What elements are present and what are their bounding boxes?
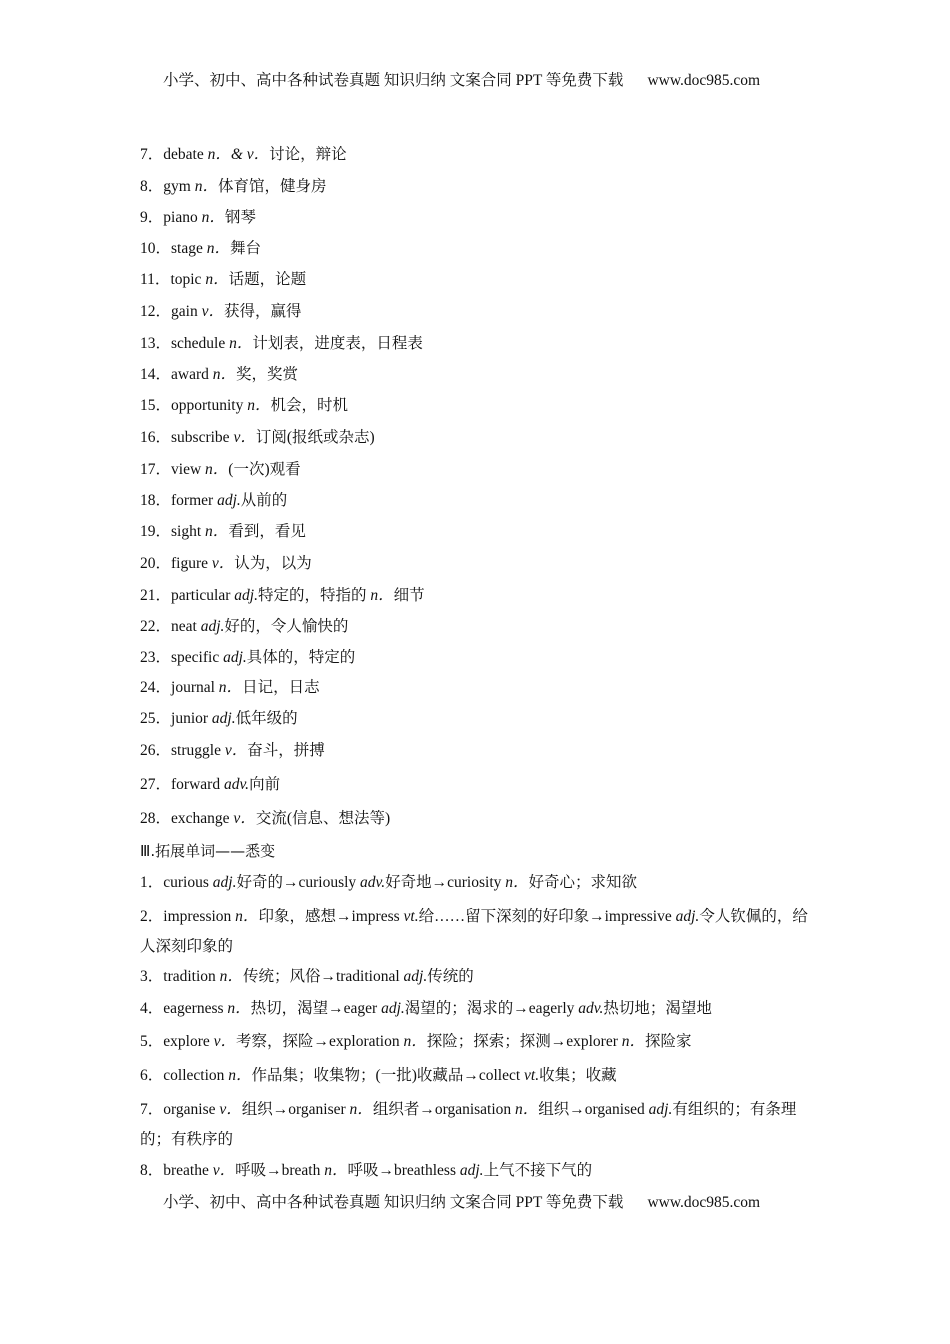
item-part-of-speech: v． [201,303,224,320]
segment-text: 组织者→organisation [372,1101,516,1118]
vocab-item [140,396,348,416]
footer-site: www.doc985.com [647,1194,761,1211]
extended-word-item [140,994,820,1024]
item-part-of-speech: n．& v． [207,146,270,163]
segment-text: 令人钦佩的，给人深刻印象的 [140,908,808,955]
item-part-of-speech: n． [229,335,253,352]
item-word: stage [171,240,203,257]
item-part-of-speech: adj. [223,649,247,666]
vocab-item [140,208,256,228]
vocab-item [140,775,280,795]
item-number: 13． [140,335,172,352]
item-part-of-speech: n． [194,178,218,195]
vocab-item [140,648,355,668]
item-part-of-speech: v． [211,555,235,572]
item-number: 7． [140,1101,164,1118]
item-word: junior [171,710,209,727]
item-part-of-speech: adv. [223,776,250,793]
item-meaning: 特定的，特指的 [257,587,371,604]
segment-part-of-speech: n． [228,1067,252,1084]
item-word: neat [171,618,197,635]
extended-word-item [140,1095,820,1155]
segment-text: breathe [163,1162,213,1179]
item-word: award [171,366,209,383]
segment-text: 组织→organised [538,1101,649,1118]
segment-part-of-speech: adj. [648,1101,673,1118]
segment-part-of-speech: vt. [403,908,419,925]
segment-part-of-speech: adv. [360,874,386,891]
item-word: schedule [171,335,226,352]
page-header [163,68,803,90]
segment-text: 印象，感想→impress [258,908,404,925]
item-number: 16． [140,429,172,446]
segment-text: 呼吸→breathless [347,1162,460,1179]
extended-word-item [140,1156,820,1186]
vocab-item [140,586,425,606]
segment-text: 传统的 [427,968,474,985]
segment-part-of-speech: n． [235,908,259,925]
segment-part-of-speech: n． [621,1033,646,1050]
item-word: topic [170,271,202,288]
segment-part-of-speech: v． [219,1101,242,1118]
item-part-of-speech: adj. [217,492,241,509]
item-part-of-speech: n． [247,397,271,414]
item-word: piano [163,209,198,226]
item-meaning: 计划表，进度表，日程表 [252,335,423,352]
segment-text: eagerness [163,1000,228,1017]
item-meaning: 认为，以为 [234,555,312,572]
item-number: 4． [140,1000,164,1017]
item-meaning: 获得，赢得 [223,303,302,320]
vocab-item [140,460,301,480]
vocab-item [140,678,320,698]
segment-part-of-speech: n． [227,1000,251,1017]
item-number: 28． [140,810,172,827]
section-title: Ⅲ.拓展单词——悉变 [140,842,276,860]
extended-word-item [140,902,820,962]
item-number: 9． [140,209,164,226]
item-meaning: 奋斗，拼搏 [247,742,325,759]
vocab-item [140,239,261,259]
segment-text: 好奇的→curiously [236,874,361,891]
segment-text: 呼吸→breath [235,1162,325,1179]
item-number: 26． [140,742,172,759]
item-meaning: 具体的，特定的 [246,649,356,666]
item-meaning: 舞台 [230,240,262,257]
page-footer [163,1190,803,1212]
item-meaning: (一次)观看 [228,461,301,478]
segment-part-of-speech: adj. [403,968,428,985]
segment-part-of-speech: adj. [212,874,237,891]
extended-word-item [140,962,820,992]
item-part-of-speech: n． [201,209,225,226]
item-part-of-speech: adj. [200,618,225,635]
item-number: 20． [140,555,172,572]
segment-text: collection [163,1067,229,1084]
item-word: particular [171,587,231,604]
segment-part-of-speech: adj. [459,1162,484,1179]
header-text: 小学、初中、高中各种试卷真题 知识归纳 文案合同 PPT 等免费下载 [163,72,624,89]
vocab-item [140,302,301,322]
item-word: sight [171,523,202,540]
segment-text: 渴望的；渴求的→eagerly [404,1000,579,1017]
item-meaning: 订阅(报纸或杂志) [255,429,375,446]
segment-text: 上气不接下气的 [483,1162,593,1179]
item-number: 27． [140,776,172,793]
item-number: 15． [140,397,172,414]
extended-word-item [140,868,820,898]
segment-text: 好奇地→curiosity [385,874,506,891]
vocab-item [140,809,390,829]
segment-text: 探险家 [645,1033,692,1050]
item-word: struggle [171,742,221,759]
vocab-item [140,334,423,354]
item-number: 21． [140,587,172,604]
segment-text: impression [163,908,236,925]
item-number: 24． [140,679,172,696]
item-number: 2． [140,908,164,925]
vocab-item [140,428,375,448]
segment-text: explore [163,1033,214,1050]
item-part-of-speech: n． [205,271,229,288]
segment-text: organise [163,1101,220,1118]
segment-part-of-speech: adj. [675,908,700,925]
footer-text: 小学、初中、高中各种试卷真题 知识归纳 文案合同 PPT 等免费下载 [163,1194,624,1211]
segment-text: curious [163,874,213,891]
item-word: debate [163,146,204,163]
item-part-of-speech: v． [233,429,256,446]
item-word: gym [163,178,191,195]
item-number: 18． [140,492,172,509]
item-meaning: 话题，论题 [228,271,307,288]
item-part-of-speech: adj. [211,710,236,727]
item-number: 8． [140,1162,164,1179]
item-number: 22． [140,618,172,635]
item-part-of-speech: n． [212,366,237,383]
segment-part-of-speech: n． [349,1101,373,1118]
item-meaning: 讨论，辩论 [269,146,347,163]
item-meaning: 钢琴 [224,209,256,226]
vocab-item [140,617,348,637]
item-number: 11． [140,271,171,288]
item-meaning: 体育馆，健身房 [217,178,327,195]
segment-text: 热切地；渴望地 [603,1000,712,1017]
item-word: gain [171,303,198,320]
vocab-item [140,365,298,385]
item-part-of-speech: n． [205,523,229,540]
item-word: opportunity [171,397,244,414]
segment-part-of-speech: n． [505,874,529,891]
vocab-item [140,709,298,729]
item-part-of-speech-2: n． [370,587,394,604]
segment-text: 给……留下深刻的好印象→impressive [418,908,676,925]
item-number: 12． [140,303,172,320]
segment-part-of-speech: v． [212,1162,236,1179]
item-number: 8． [140,178,164,195]
item-number: 23． [140,649,172,666]
item-word: former [171,492,214,509]
item-meaning: 机会，时机 [270,397,349,414]
item-meaning: 好的，令人愉快的 [224,618,349,635]
item-part-of-speech: v． [233,810,256,827]
extended-word-item [140,1027,820,1057]
item-part-of-speech: n． [218,679,243,696]
segment-part-of-speech: n． [324,1162,348,1179]
item-number: 1． [140,874,164,891]
segment-part-of-speech: adj. [381,1000,405,1017]
segment-text: 有组织的；有条理的；有秩序的 [140,1101,797,1148]
segment-text: 传统；风俗→traditional [242,968,404,985]
item-number: 17． [140,461,172,478]
segment-text: tradition [163,968,220,985]
item-word: specific [171,649,220,666]
segment-text: 探险；探索；探测→explorer [426,1033,622,1050]
segment-part-of-speech: adv. [578,1000,604,1017]
segment-text: 作品集；收集物；(一批)收藏品→collect [251,1067,525,1084]
segment-text: 好奇心；求知欲 [528,874,638,891]
item-part-of-speech: adj. [234,587,258,604]
item-part-of-speech: v． [224,742,248,759]
segment-text: 收集；收藏 [539,1067,617,1084]
item-meaning: 交流(信息、想法等) [255,810,391,827]
segment-part-of-speech: n． [219,968,243,985]
segment-part-of-speech: n． [515,1101,539,1118]
item-word: subscribe [171,429,230,446]
item-meaning-2: 细节 [393,587,425,604]
item-meaning: 日记，日志 [242,679,320,696]
item-meaning: 奖，奖赏 [236,366,299,383]
segment-text: 组织→organiser [241,1101,350,1118]
item-word: view [171,461,202,478]
item-number: 19． [140,523,172,540]
item-number: 7． [140,146,164,163]
vocab-item [140,491,287,511]
item-number: 3． [140,968,164,985]
vocab-item [140,522,306,542]
item-number: 10． [140,240,172,257]
item-word: exchange [171,810,230,827]
item-number: 6． [140,1067,164,1084]
item-number: 5． [140,1033,164,1050]
item-word: forward [171,776,221,793]
item-meaning: 从前的 [240,492,288,509]
segment-part-of-speech: n． [403,1033,427,1050]
segment-part-of-speech: v． [213,1033,237,1050]
segment-text: 考察，探险→exploration [236,1033,404,1050]
vocab-item [140,741,325,761]
item-part-of-speech: n． [205,461,229,478]
vocab-item [140,270,306,290]
item-number: 25． [140,710,172,727]
item-meaning: 低年级的 [235,710,298,727]
item-word: figure [171,555,209,572]
vocab-item [140,145,347,165]
segment-text: 热切，渴望→eager [250,1000,382,1017]
extended-word-item [140,1061,820,1091]
item-number: 14． [140,366,172,383]
vocab-item [140,554,312,574]
item-meaning: 向前 [249,776,281,793]
item-part-of-speech: n． [206,240,231,257]
item-meaning: 看到，看见 [228,523,306,540]
vocab-item [140,177,326,197]
segment-part-of-speech: vt. [524,1067,540,1084]
item-word: journal [171,679,215,696]
header-site: www.doc985.com [647,72,761,89]
